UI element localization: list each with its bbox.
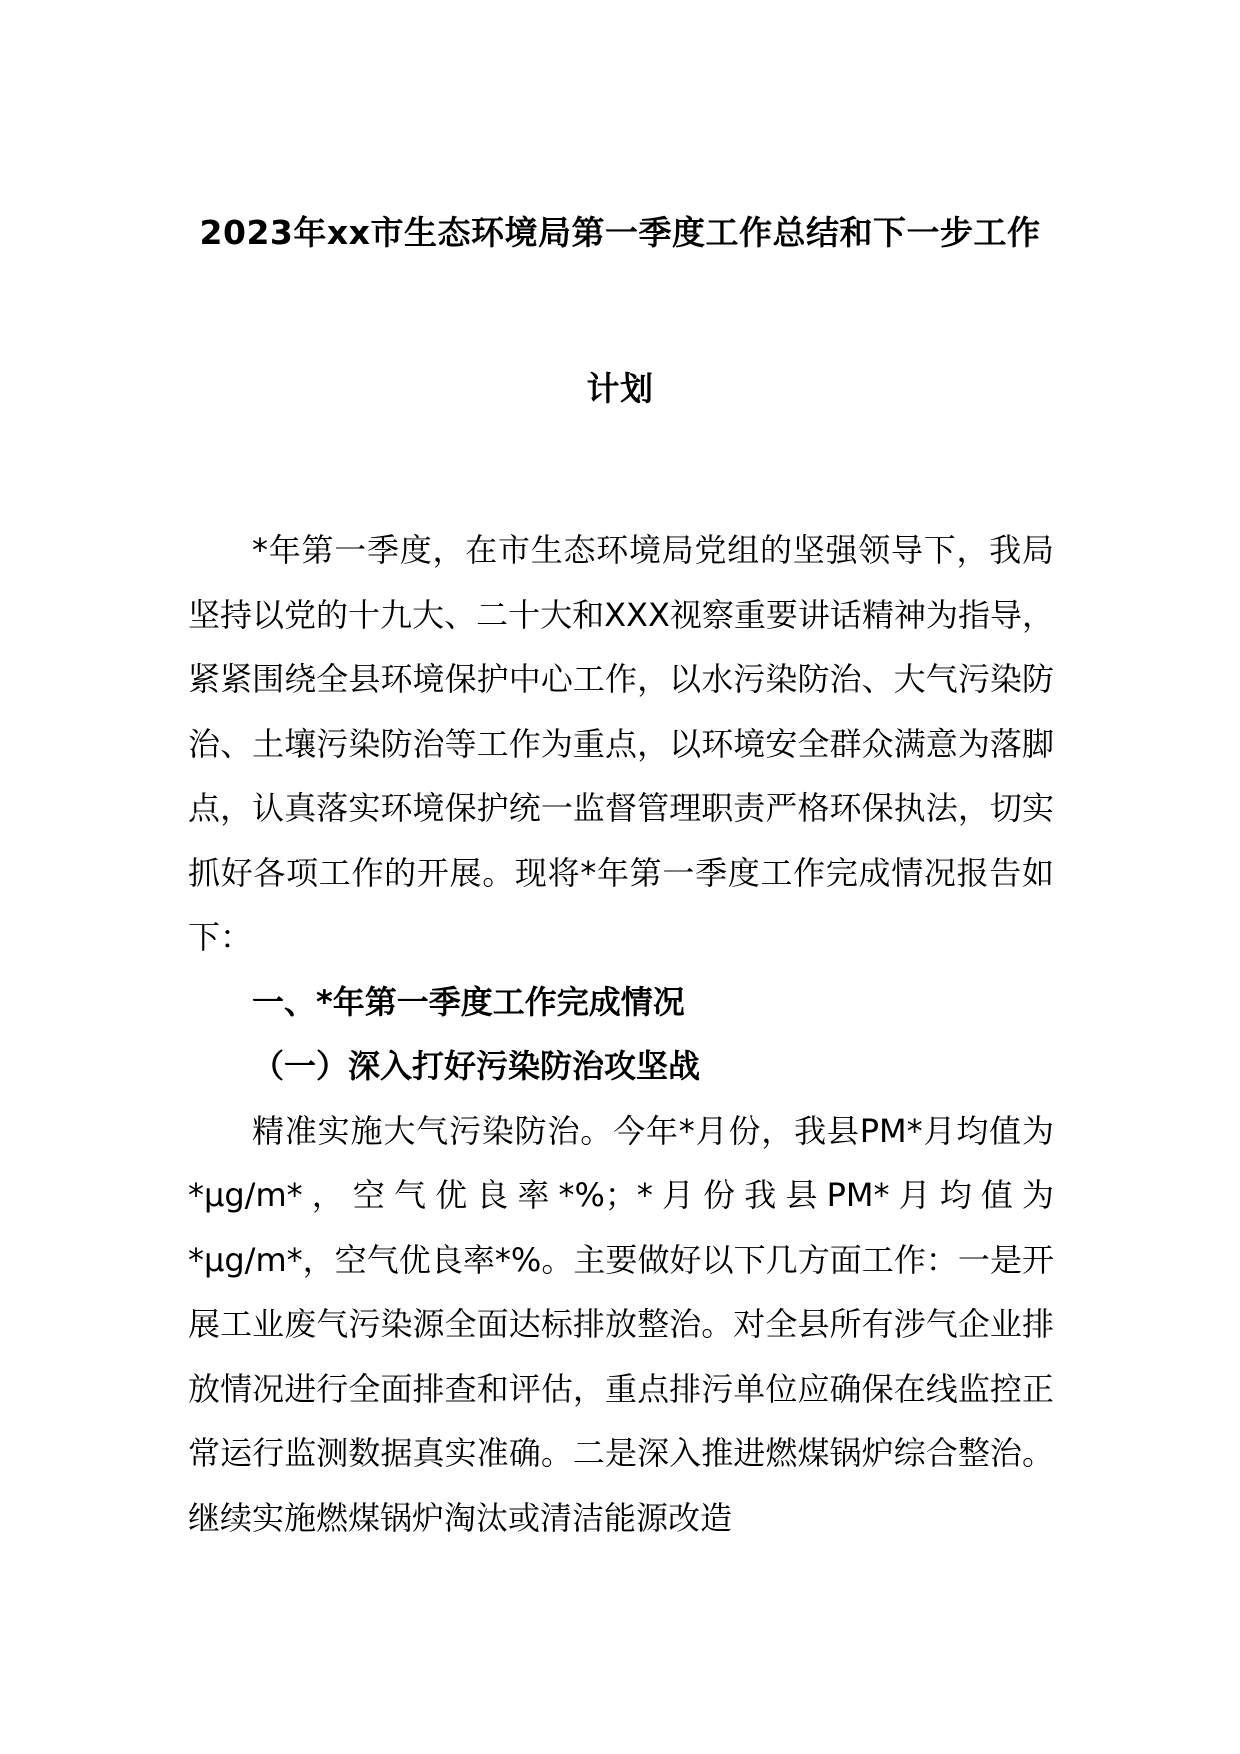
- body-paragraph-2: 精准实施大气污染防治。今年*月份，我县PM*月均值为*μg/m*，空气优良率*%；*月份我县PM*月均值为*μg/m*，空气优良率*%。主要做好以下几方面工作：一是开展工业废气污染源全面达标排放整治。对全县所有涉气企业排放情况进行全面排查和评估，重点排污单位应确保在线监控正常运行监测数据真实准确。二是深入推进燃煤锅炉综合整治。继续实施燃煤锅炉淘汰或清洁能源改造: [188, 1111, 1054, 1537]
- document-title-line-2: 计划: [586, 369, 654, 408]
- document-title-line-1: 2023年xx市生态环境局第一季度工作总结和下一步工作: [199, 213, 1041, 252]
- document-body: [188, 518, 1054, 1550]
- section-heading-1: 一、*年第一季度工作完成情况: [252, 982, 685, 1021]
- intro-paragraph: *年第一季度，在市生态环境局党组的坚强领导下，我局坚持以党的十九大、二十大和XXX视察重要讲话精神为指导，紧紧围绕全县环境保护中心工作，以水污染防治、大气污染防治、土壤污染防治等工作为重点，以环境安全群众满意为落脚点，认真落实环境保护统一监督管理职责严格环保执法，切实抓好各项工作的开展。现将*年第一季度工作完成情况报告如下：: [188, 531, 1054, 956]
- subsection-heading-1: （一）深入打好污染防治攻坚战: [252, 1047, 701, 1085]
